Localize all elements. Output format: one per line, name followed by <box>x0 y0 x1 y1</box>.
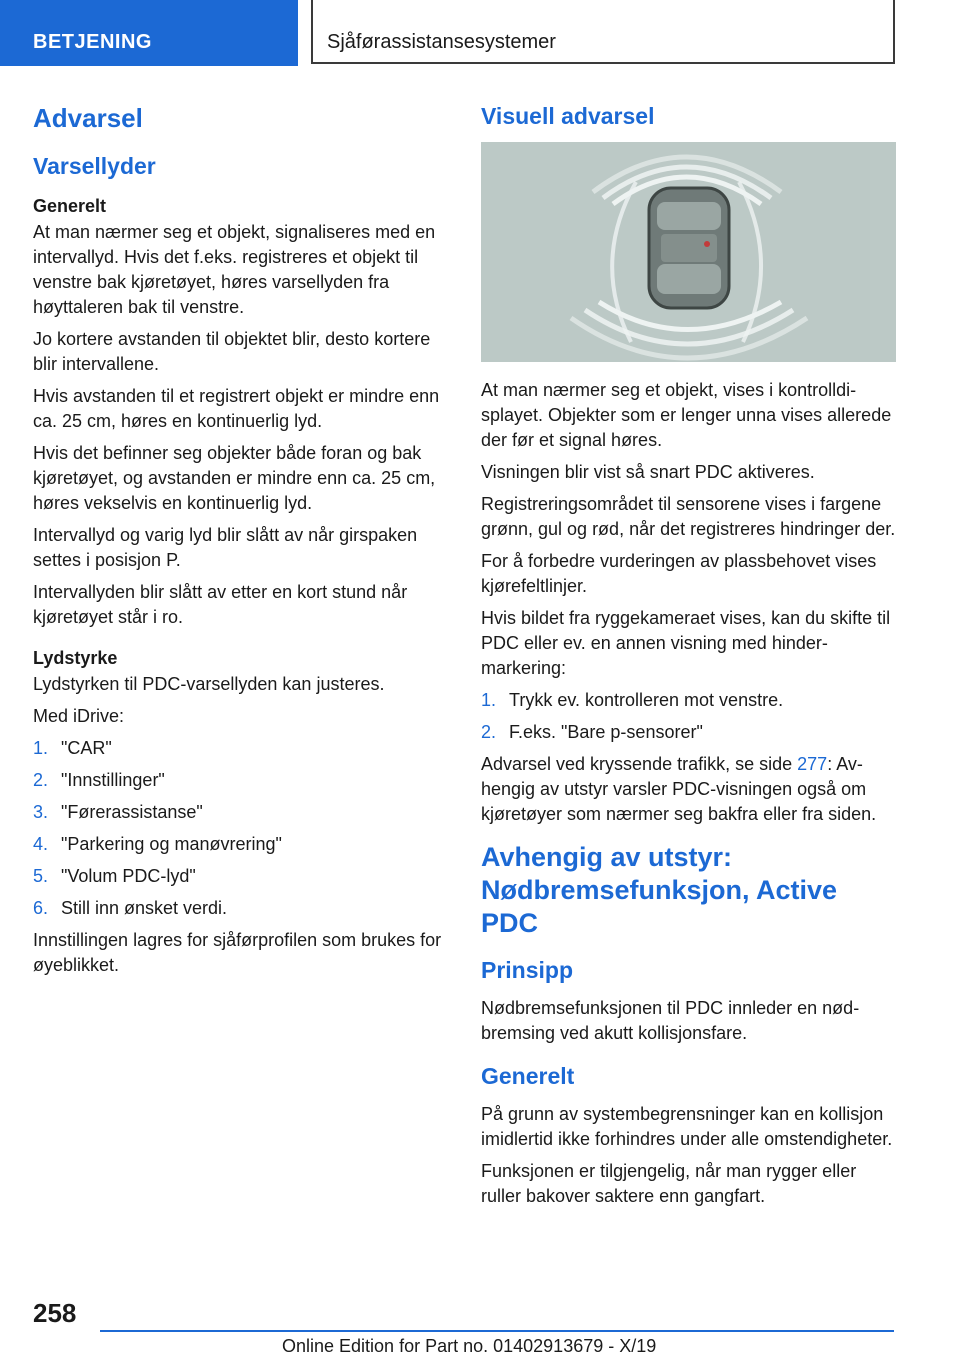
step-number: 1. <box>481 690 497 710</box>
section-tab: BETJENING <box>0 0 298 66</box>
idrive-steps <box>33 736 448 921</box>
heading-varsellyder: Varsellyder <box>33 153 156 179</box>
list-item <box>33 896 448 921</box>
page-number: 258 <box>33 1298 77 1328</box>
paragraph: Innstillingen lagres for sjåførprofilen som brukes for øyeblikket. <box>33 930 442 975</box>
step-text: Still inn ønsket verdi. <box>61 898 228 918</box>
paragraph: Hvis avstanden til et registrert objekt er mindre enn ca. 25 cm, høres en kontinuerlig lyd. <box>33 386 440 431</box>
heading-visuell-advarsel: Visuell advarsel <box>481 103 655 129</box>
step-text: F.eks. "Bare p-sensorer" <box>509 722 703 742</box>
heading-nodbremsefunksjon: Avhengig av utstyr: Nødbremsefunksjon, Active PDC <box>481 842 838 938</box>
step-text: "Volum PDC-lyd" <box>61 866 196 886</box>
page-header <box>0 0 960 66</box>
paragraph: På grunn av systembegrensninger kan en kollisjon imidlertid ikke forhindres under alle omstendigheter. <box>481 1104 893 1149</box>
step-text: "CAR" <box>61 738 112 758</box>
step-text: "Innstillinger" <box>61 770 165 790</box>
step-number: 6. <box>33 898 49 918</box>
paragraph: Registreringsområdet til sensorene vises i fargene grønn, gul og rød, når det registreres hindringer der. <box>481 494 896 539</box>
chapter-title: Sjåførassistansesystemer <box>311 0 895 64</box>
heading-lydstyrke: Lydstyrke <box>33 648 118 668</box>
heading-generelt: Generelt <box>33 196 107 216</box>
footer-edition: Online Edition for Part no. 01402913679 - X/19 <box>282 1336 657 1356</box>
right-column <box>481 100 896 1216</box>
paragraph: Intervallyd og varig lyd blir slått av når girspaken settes i posisjon P. <box>33 525 418 570</box>
paragraph: Intervallyden blir slått av etter en kort stund når kjøretøyet står i ro. <box>33 582 408 627</box>
list-item <box>481 688 896 713</box>
paragraph: At man nærmer seg et objekt, vises i kontrolldisplayet. Objekter som er lenger unna vises allerede der før et signal høres. <box>481 380 892 450</box>
step-number: 1. <box>33 738 49 758</box>
footer-divider <box>100 1330 894 1332</box>
list-item <box>33 736 448 761</box>
list-item <box>33 800 448 825</box>
paragraph: Hvis det befinner seg objekter både foran og bak kjøretøyet, og avstanden er mindre enn ca. 25 cm, høres vekselvis en kontinuerlig lyd. <box>33 443 436 513</box>
list-item <box>33 832 448 857</box>
cross-ref-text: Advarsel ved kryssende trafikk, se side <box>481 754 798 774</box>
paragraph: Funksjonen er tilgjengelig, når man rygger eller ruller bakover saktere enn gangfart. <box>481 1161 857 1206</box>
pdc-display-illustration <box>481 142 896 362</box>
paragraph: Hvis bildet fra ryggekameraet vises, kan du skifte til PDC eller ev. en annen visning med hindermarkering: <box>481 608 891 678</box>
step-number: 2. <box>33 770 49 790</box>
paragraph: Jo kortere avstanden til objektet blir, desto kortere blir intervallene. <box>33 329 431 374</box>
heading-advarsel: Advarsel <box>33 103 143 133</box>
paragraph: Med iDrive: <box>33 706 125 726</box>
pdc-car-illustration <box>481 142 896 362</box>
step-number: 5. <box>33 866 49 886</box>
paragraph: At man nærmer seg et objekt, signaliseres med en intervallyd. Hvis det f.eks. registreres et objekt til venstre bak kjøretøyet, høres varsellyden fra høyttaleren bak til venstre. <box>33 222 436 317</box>
cross-ref-text: : Avhengig av utstyr varsler PDC-visningen også om kjøretøyer som nærmer seg bakfra eller fra siden. <box>481 754 877 824</box>
step-text: "Parkering og manøvrering" <box>61 834 282 854</box>
step-number: 4. <box>33 834 49 854</box>
view-switch-steps <box>481 688 896 745</box>
step-number: 2. <box>481 722 497 742</box>
step-text: "Førerassistanse" <box>61 802 203 822</box>
step-number: 3. <box>33 802 49 822</box>
step-text: Trykk ev. kontrolleren mot venstre. <box>509 690 784 710</box>
paragraph: Nødbremsefunksjonen til PDC innleder en nødbremsing ved akutt kollisjonsfare. <box>481 998 860 1043</box>
list-item <box>33 864 448 889</box>
page-link-277[interactable]: 277 <box>797 754 828 774</box>
paragraph: Visningen blir vist så snart PDC aktiveres. <box>481 462 815 482</box>
paragraph: Lydstyrken til PDC-varsellyden kan justeres. <box>33 674 385 694</box>
paragraph: For å forbedre vurderingen av plassbehovet vises kjørefeltlinjer. <box>481 551 877 596</box>
heading-generelt: Generelt <box>481 1063 575 1089</box>
cross-reference-paragraph <box>481 752 896 827</box>
heading-prinsipp: Prinsipp <box>481 957 574 983</box>
list-item <box>481 720 896 745</box>
list-item <box>33 768 448 793</box>
left-column <box>33 100 448 985</box>
